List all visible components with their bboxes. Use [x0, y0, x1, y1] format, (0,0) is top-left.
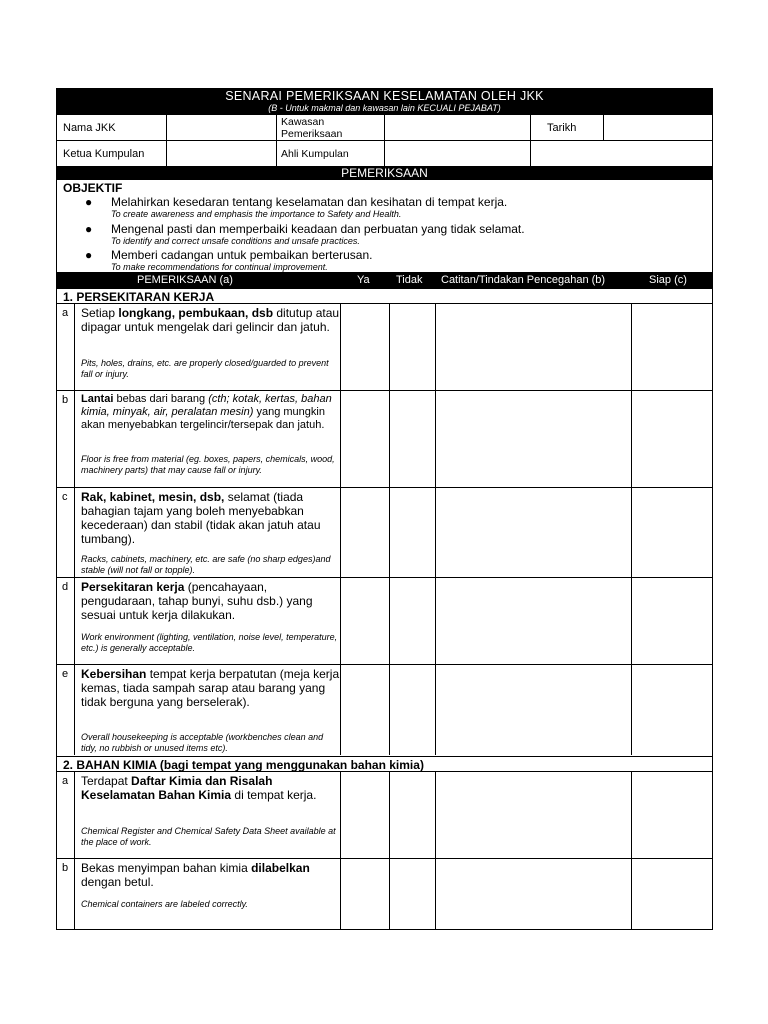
col-catitan: Catitan/Tindakan Pencegahan (b) [441, 274, 606, 286]
item-text-en: Racks, cabinets, machinery, etc. are safe (no sharp edges)and stable (will not fall or topple). [81, 554, 331, 575]
item-text-ms: Setiap longkang, pembukaan, dsb ditutup atau dipagar untuk mengelak dari gelincir dan jatuh. [81, 306, 340, 334]
item-text-ms: Rak, kabinet, mesin, dsb, selamat (tiada bahagian tajam yang boleh menyebabkan kecederaan) dan stabil (tidak akan jatuh atau tumbang). [81, 490, 321, 546]
objective-en: To identify and correct unsafe conditions and unsafe practices. [111, 236, 360, 246]
info-row-1 [57, 114, 712, 141]
checklist-row [57, 665, 712, 755]
ahli-field[interactable] [385, 141, 531, 167]
item-letter: b [62, 862, 69, 874]
bullet-icon: ● [85, 222, 93, 236]
form-subtitle: (B - Untuk makmal dan kawasan lain KECUALI PEJABAT) [268, 103, 501, 113]
item-letter: d [62, 581, 69, 593]
nama-jkk-label: Nama JKK [57, 115, 167, 141]
tarikh-label: Tarikh [531, 115, 604, 141]
section-title: 1. PERSEKITARAN KERJA [57, 288, 712, 304]
bullet-icon: ● [85, 248, 93, 262]
item-text-en: Work environment (lighting, ventilation, noise level, temperature, etc.) is generally acceptable. [81, 632, 338, 653]
item-letter: c [62, 491, 68, 503]
item-text-ms: Persekitaran kerja (pencahayaan, pengudaraan, tahap bunyi, suhu dsb.) yang sesuai untuk kerja dilakukan. [81, 580, 313, 622]
item-text-en: Overall housekeeping is acceptable (workbenches clean and tidy, no rubbish or unused items etc). [81, 732, 324, 753]
checklist-row [57, 859, 712, 929]
checklist-row [57, 772, 712, 859]
col-pemeriksaan: PEMERIKSAAN (a) [137, 274, 233, 286]
item-letter: e [62, 668, 69, 680]
checklist-row [57, 488, 712, 578]
objective-en: To make recommendations for continual improvement. [111, 262, 328, 272]
col-ya: Ya [357, 274, 370, 286]
title-bar [57, 89, 712, 114]
ketua-field[interactable] [167, 141, 277, 167]
info-row-2 [57, 140, 712, 168]
pemeriksaan-bar: PEMERIKSAAN [57, 166, 712, 180]
item-text-ms: Terdapat Daftar Kimia dan Risalah Keselamatan Bahan Kimia di tempat kerja. [81, 774, 317, 802]
objective-en: To create awareness and emphasis the importance to Safety and Health. [111, 209, 402, 219]
checklist-row [57, 304, 712, 391]
objective-ms: Memberi cadangan untuk pembaikan berterusan. [111, 248, 373, 262]
item-letter: b [62, 394, 69, 406]
item-letter: a [62, 775, 69, 787]
kawasan-field[interactable] [385, 115, 531, 141]
bullet-icon: ● [85, 195, 93, 209]
kawasan-label: Kawasan Pemeriksaan [277, 115, 385, 141]
section-title: 2. BAHAN KIMIA (bagi tempat yang menggunakan bahan kimia) [57, 756, 712, 772]
column-header-bar [57, 272, 712, 288]
objektif-label: OBJEKTIF [63, 181, 123, 195]
objective-ms: Melahirkan kesedaran tentang keselamatan dan kesihatan di tempat kerja. [111, 195, 508, 209]
item-text-ms: Kebersihan tempat kerja berpatutan (meja kerja kemas, tiada sampah sarap atau barang yang tidak berguna yang berselerak). [81, 667, 340, 709]
checklist-row [57, 391, 712, 488]
form-title: SENARAI PEMERIKSAAN KESELAMATAN OLEH JKK [225, 89, 544, 103]
item-text-en: Chemical Register and Chemical Safety Data Sheet available at the place of work. [81, 826, 336, 847]
item-text-en: Floor is free from material (eg. boxes, papers, chemicals, wood, machinery parts) that may cause fall or injury. [81, 454, 335, 475]
nama-jkk-field[interactable] [167, 115, 277, 141]
col-tidak: Tidak [396, 274, 423, 286]
item-text-en: Pits, holes, drains, etc. are properly closed/guarded to prevent fall or injury. [81, 358, 329, 379]
item-letter: a [62, 307, 69, 319]
item-text-ms: Lantai bebas dari barang (cth; kotak, kertas, bahan kimia, minyak, air, peralatan mesin) yang mungkin akan menyebabkan tergelincir/tersepak dan jatuh. [81, 393, 332, 431]
checklist-row [57, 578, 712, 665]
objective-ms: Mengenal pasti dan memperbaiki keadaan dan perbuatan yang tidak selamat. [111, 222, 525, 236]
item-text-ms: Bekas menyimpan bahan kimia dilabelkan dengan betul. [81, 861, 310, 889]
ahli-label: Ahli Kumpulan [277, 141, 385, 167]
ketua-label: Ketua Kumpulan [57, 141, 167, 167]
item-text-en: Chemical containers are labeled correctly. [81, 899, 248, 909]
tarikh-field[interactable] [604, 115, 712, 141]
safety-checklist-form [56, 88, 713, 930]
col-siap: Siap (c) [649, 274, 687, 286]
